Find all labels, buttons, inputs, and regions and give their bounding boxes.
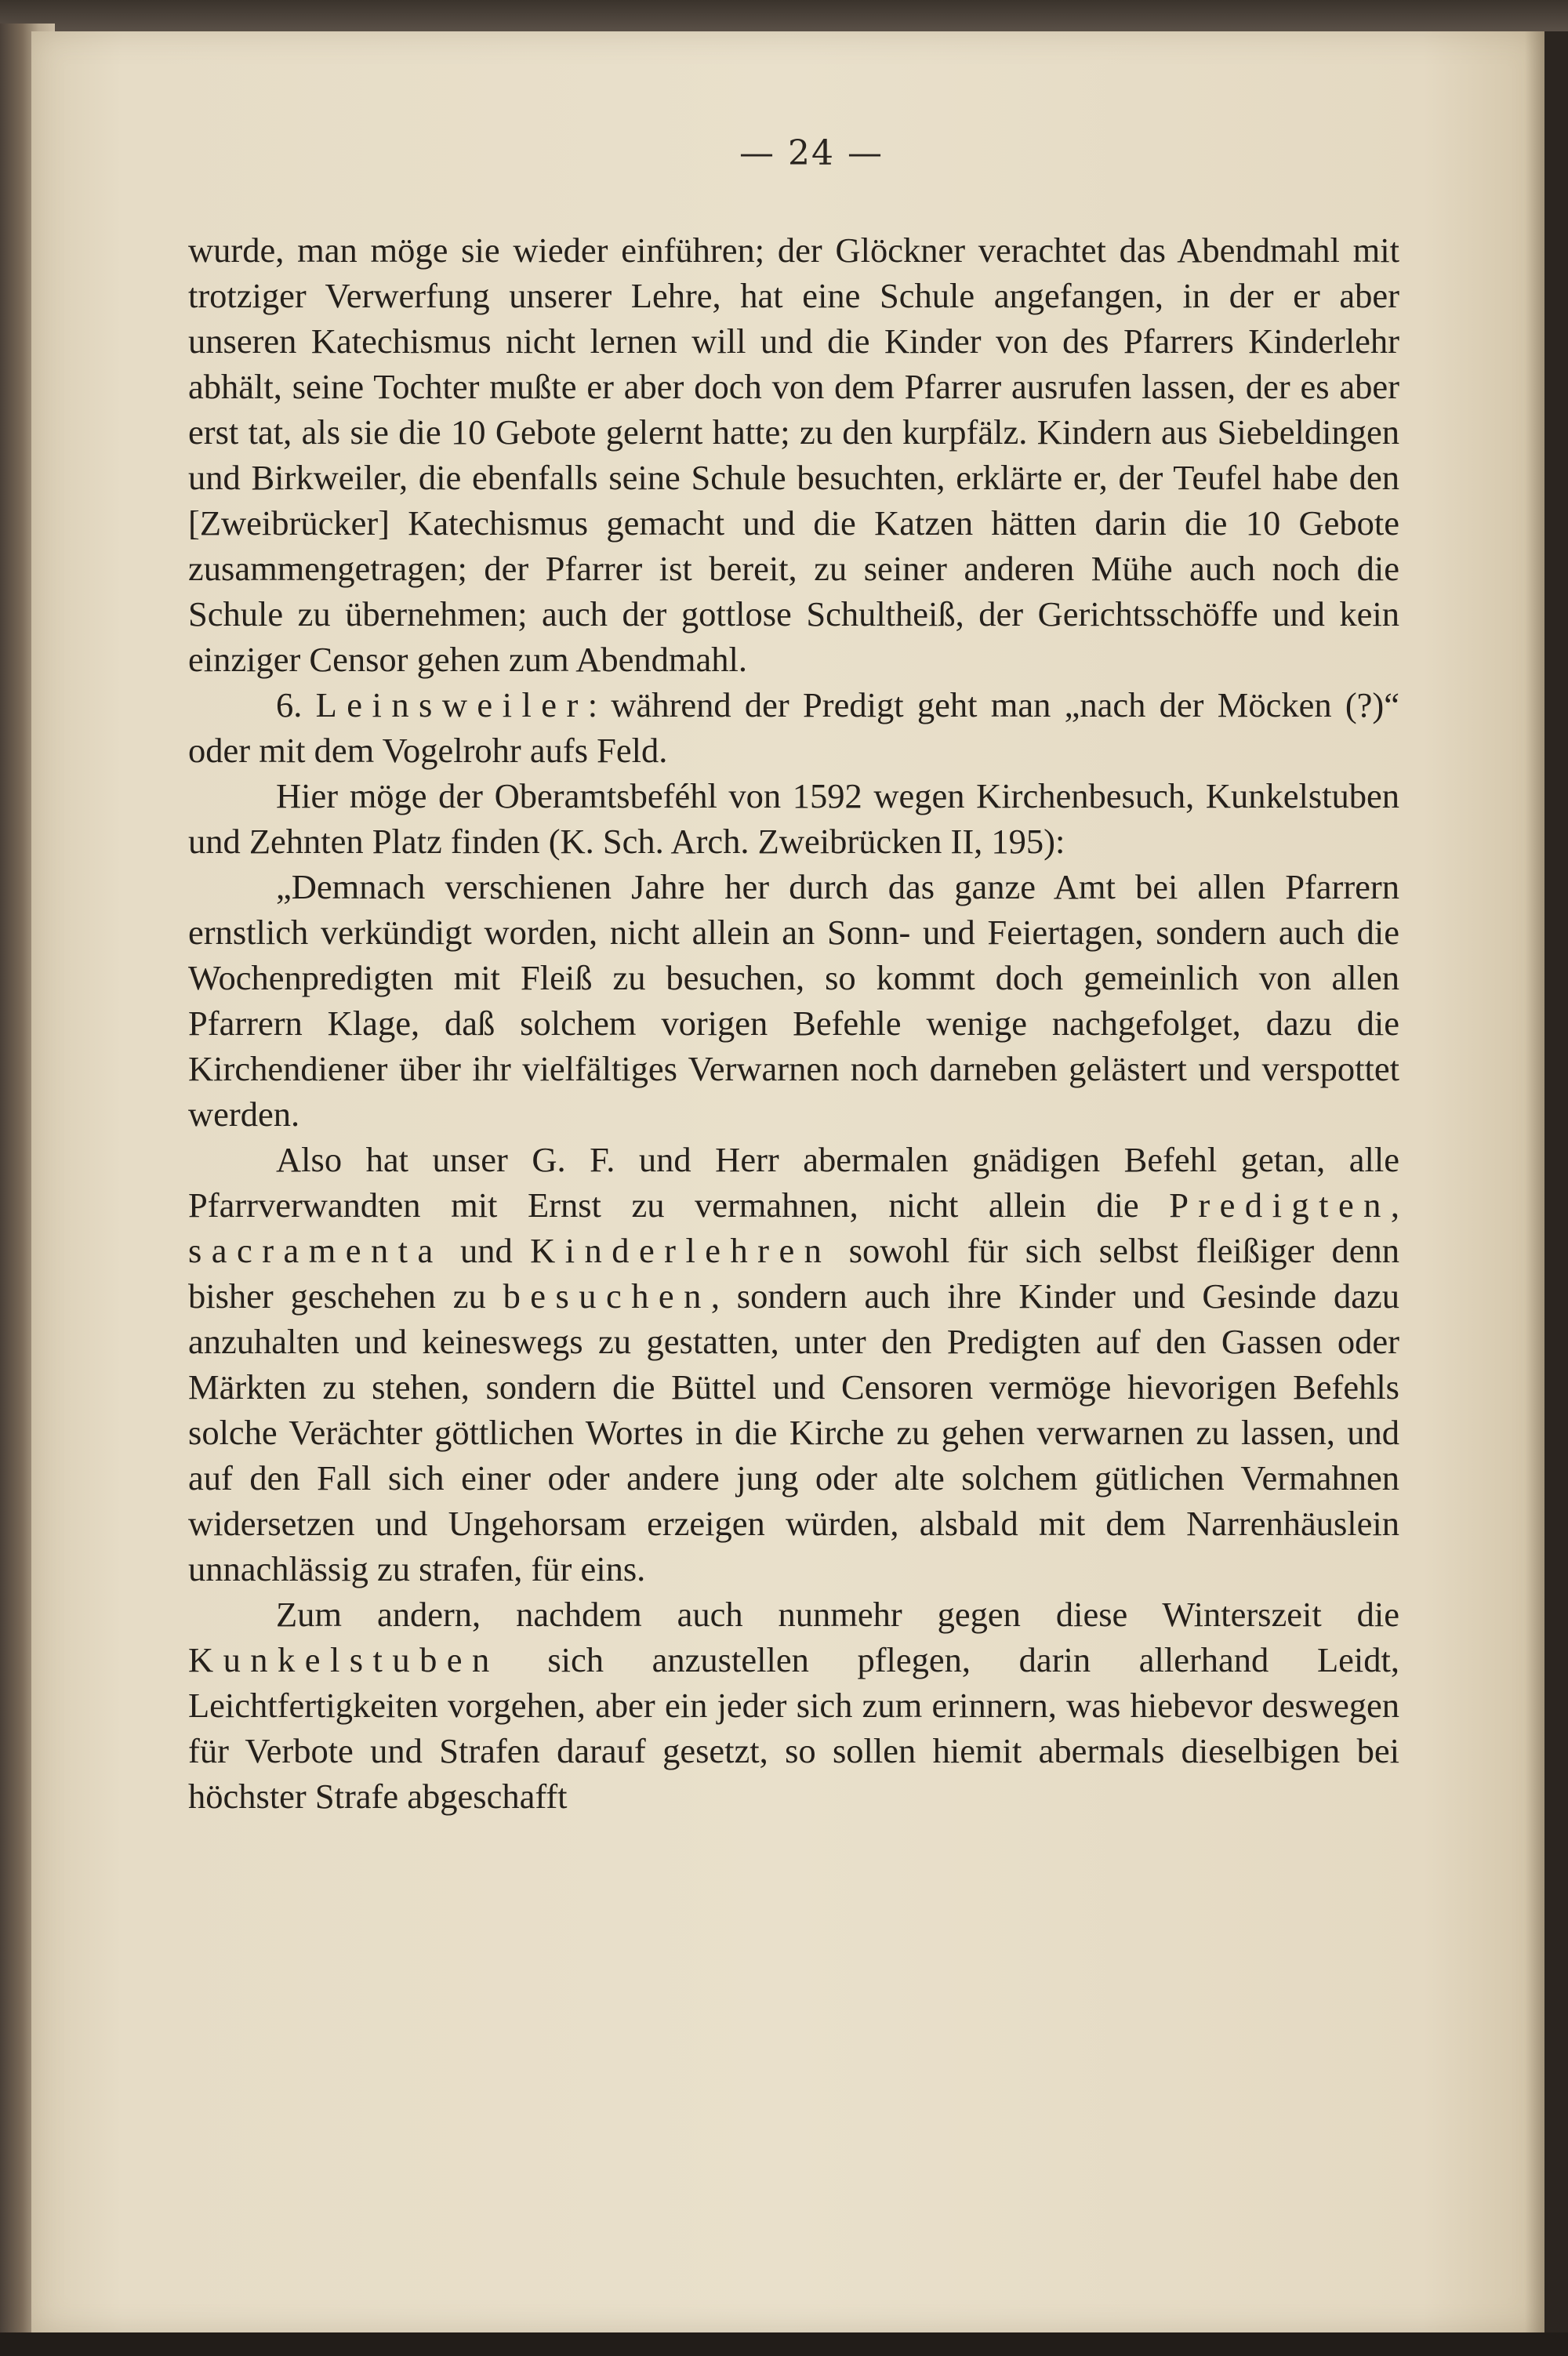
- body-text: [188, 227, 1399, 1819]
- book-top-edge: [0, 0, 1568, 31]
- paragraph: [188, 1592, 1399, 1819]
- text-run: sowohl für sich selbst fleißiger denn bisher geschehen zu: [188, 1231, 1399, 1316]
- spaced-emphasis: Predigten: [1169, 1185, 1391, 1225]
- text-run: Zum andern, nachdem auch nunmehr gegen diese Winterszeit die: [276, 1595, 1399, 1634]
- paragraph: [188, 1137, 1399, 1592]
- spaced-emphasis: Kunkelstuben: [188, 1640, 499, 1679]
- text-run: Also hat unser G. F. und Herr abermalen gnädigen Befehl getan, alle Pfarrverwandten mit Ernst zu vermahnen, nicht allein die: [188, 1140, 1399, 1225]
- spaced-emphasis: Leinsweiler: [315, 685, 588, 724]
- page-number: — 24 —: [739, 133, 884, 173]
- text-run: 6.: [276, 685, 316, 724]
- spaced-emphasis: Kinderlehren: [530, 1231, 832, 1270]
- text-run: wurde, man möge sie wieder einführen; der Glöckner verachtet das Abendmahl mit trotziger Verwerfung unserer Lehre, hat eine Schule angefangen, in der er aber unseren Katechismus nicht lernen will und die Kinder von des Pfarrers Kinderlehr abhält, seine Tochter mußte er aber doch von dem Pfarrer ausrufen lassen, der es aber erst tat, als sie die 10 Gebote gelernt hatte; zu den kurpfälz. Kindern aus Siebeldingen und Birkweiler, die ebenfalls seine Schule besuchten, erklärte er, der Teufel habe den [Zweibrücker] Katechismus gemacht und die Katzen hätten darin die 10 Gebote zusammengetragen; der Pfarrer ist bereit, zu seiner anderen Mühe auch noch die Schule zu übernehmen; auch der gottlose Schultheiß, der Gerichtsschöffe und kein einziger Censor gehen zum Abendmahl.: [188, 231, 1399, 679]
- paragraph: [188, 227, 1399, 682]
- text-run: Hier möge der Oberamtsbeféhl von 1592 wegen Kirchenbesuch, Kunkelstuben und Zehnten Platz finden (K. Sch. Arch. Zweibrücken II, 195):: [188, 776, 1399, 861]
- text-run: ,: [1390, 1185, 1399, 1225]
- text-run: und: [442, 1231, 531, 1270]
- spaced-emphasis: sacramenta: [188, 1231, 443, 1270]
- text-run: sich anzustellen pflegen, darin allerhand Leidt, Leichtfertigkeiten vorgehen, aber ein jeder sich zum erinnern, was hiebevor deswegen für Verbote und Strafen darauf gesetzt, so sollen hiemit abermals dieselbigen bei höchster Strafe abgeschafft: [188, 1640, 1399, 1816]
- text-run: , sondern auch ihre Kinder und Gesinde dazu anzuhalten und keineswegs zu gestatten, unter den Predigten auf den Gassen oder Märkten zu stehen, sondern die Büttel und Censoren vermöge hievorigen Befehls solche Verächter göttlichen Wortes in die Kirche zu gehen verwarnen zu lassen, und auf den Fall sich einer oder andere jung oder alte solchem gütlichen Vermahnen widersetzen und Ungehorsam erzeigen würden, alsbald mit dem Narrenhäuslein unnachlässig zu strafen, für eins.: [188, 1276, 1400, 1588]
- spaced-emphasis: besuchen: [503, 1276, 711, 1316]
- text-run: : während der Predigt geht man „nach der Möcken (?)“ oder mit dem Vogelrohr aufs Feld.: [188, 685, 1399, 770]
- text-run: „Demnach verschienen Jahre her durch das ganze Amt bei allen Pfarrern ernstlich verkündigt worden, nicht allein an Sonn- und Feiertagen, sondern auch die Wochenpredigten mit Fleiß zu besuchen, so kommt doch gemeinlich von allen Pfarrern Klage, daß solchem vorigen Befehle wenige nachgefolget, dazu die Kirchendiener über ihr vielfältiges Verwarnen noch darneben gelästert und verspottet werden.: [188, 867, 1399, 1134]
- paragraph: [188, 773, 1399, 864]
- book-bottom-edge: [0, 2332, 1568, 2356]
- paragraph: [188, 864, 1399, 1137]
- paragraph: [188, 682, 1399, 773]
- page-edge-shadow: [1525, 31, 1544, 2332]
